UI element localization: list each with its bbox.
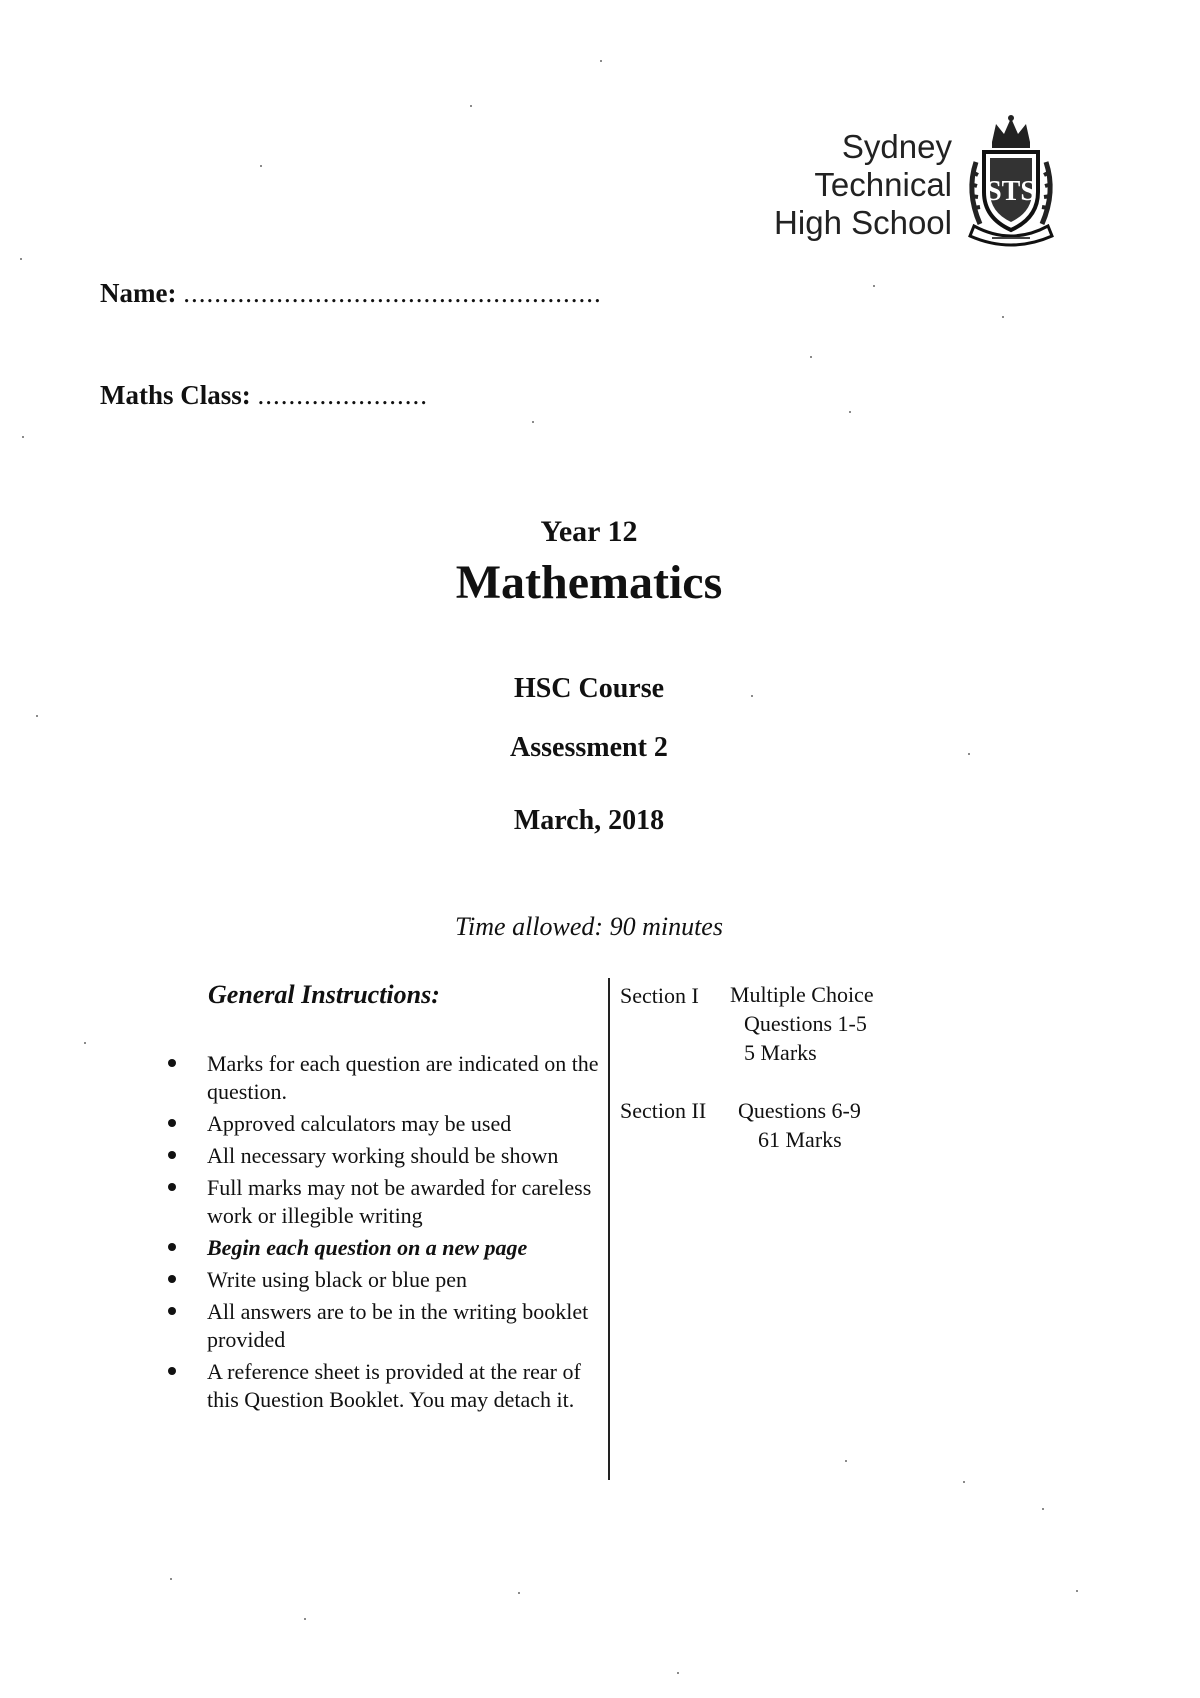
name-dots: ...................................................... — [183, 278, 602, 308]
school-name — [740, 128, 952, 242]
time-allowed: Time allowed: 90 minutes — [455, 912, 723, 941]
subject-title: Mathematics — [455, 556, 723, 609]
school-crest-icon — [962, 112, 1060, 248]
assessment-heading: Assessment 2 — [510, 732, 668, 763]
scan-speck — [600, 60, 602, 62]
course-heading: HSC Course — [513, 673, 665, 704]
scan-speck — [751, 695, 753, 697]
scan-speck — [36, 715, 38, 717]
class-field[interactable] — [100, 380, 428, 411]
column-divider — [608, 978, 610, 1480]
section-2-questions: Questions 6-9 — [738, 1098, 861, 1123]
class-dots: ...................... — [257, 380, 429, 410]
class-label: Maths Class: — [100, 380, 251, 410]
scan-speck — [84, 1042, 86, 1044]
exam-date: March, 2018 — [513, 805, 665, 836]
list-item: Write using black or blue pen — [160, 1266, 600, 1294]
section-2-marks: 61 Marks — [758, 1127, 842, 1152]
scan-speck — [963, 1481, 965, 1483]
bullet-icon — [168, 1367, 176, 1375]
list-item: A reference sheet is provided at the rear of this Question Booklet. You may detach it. — [160, 1358, 600, 1414]
section-1-marks: 5 Marks — [744, 1040, 817, 1065]
bullet-icon — [168, 1119, 176, 1127]
bullet-icon — [168, 1183, 176, 1191]
school-name-line-3: High School — [774, 204, 952, 241]
scan-speck — [20, 258, 22, 260]
list-item: Begin each question on a new page — [160, 1234, 600, 1262]
section-1-type: Multiple Choice — [730, 982, 874, 1007]
bullet-icon — [168, 1059, 176, 1067]
scan-speck — [810, 356, 812, 358]
bullet-icon — [168, 1151, 176, 1159]
list-item: Approved calculators may be used — [160, 1110, 600, 1138]
list-item: All answers are to be in the writing booklet provided — [160, 1298, 600, 1354]
name-field[interactable] — [100, 278, 602, 309]
scan-speck — [849, 411, 851, 413]
section-1-questions: Questions 1-5 — [744, 1011, 867, 1036]
scan-speck — [677, 1672, 679, 1674]
instructions-heading: General Instructions: — [208, 980, 440, 1009]
section-2-label: Section II — [620, 1098, 707, 1123]
school-name-line-1: Sydney — [841, 128, 952, 165]
instructions-list — [160, 1050, 600, 1418]
scan-speck — [470, 105, 472, 107]
school-name-line-2: Technical — [814, 166, 952, 203]
list-item: All necessary working should be shown — [160, 1142, 600, 1170]
year-heading: Year 12 — [540, 515, 638, 548]
scan-speck — [260, 165, 262, 167]
bullet-icon — [168, 1243, 176, 1251]
scan-speck — [532, 421, 534, 423]
scan-speck — [1002, 316, 1004, 318]
list-item: Marks for each question are indicated on the question. — [160, 1050, 600, 1106]
crest-letters: STS — [986, 176, 1036, 207]
scan-speck — [22, 436, 24, 438]
scan-speck — [1042, 1508, 1044, 1510]
name-label: Name: — [100, 278, 177, 308]
bullet-icon — [168, 1275, 176, 1283]
scan-speck — [1076, 1590, 1078, 1592]
scan-speck — [873, 285, 875, 287]
section-1-label: Section I — [620, 983, 699, 1008]
scan-speck — [170, 1578, 172, 1580]
scan-speck — [845, 1460, 847, 1462]
bullet-icon — [168, 1307, 176, 1315]
list-item: Full marks may not be awarded for careless work or illegible writing — [160, 1174, 600, 1230]
scan-speck — [304, 1618, 306, 1620]
scan-speck — [968, 753, 970, 755]
scan-speck — [518, 1592, 520, 1594]
